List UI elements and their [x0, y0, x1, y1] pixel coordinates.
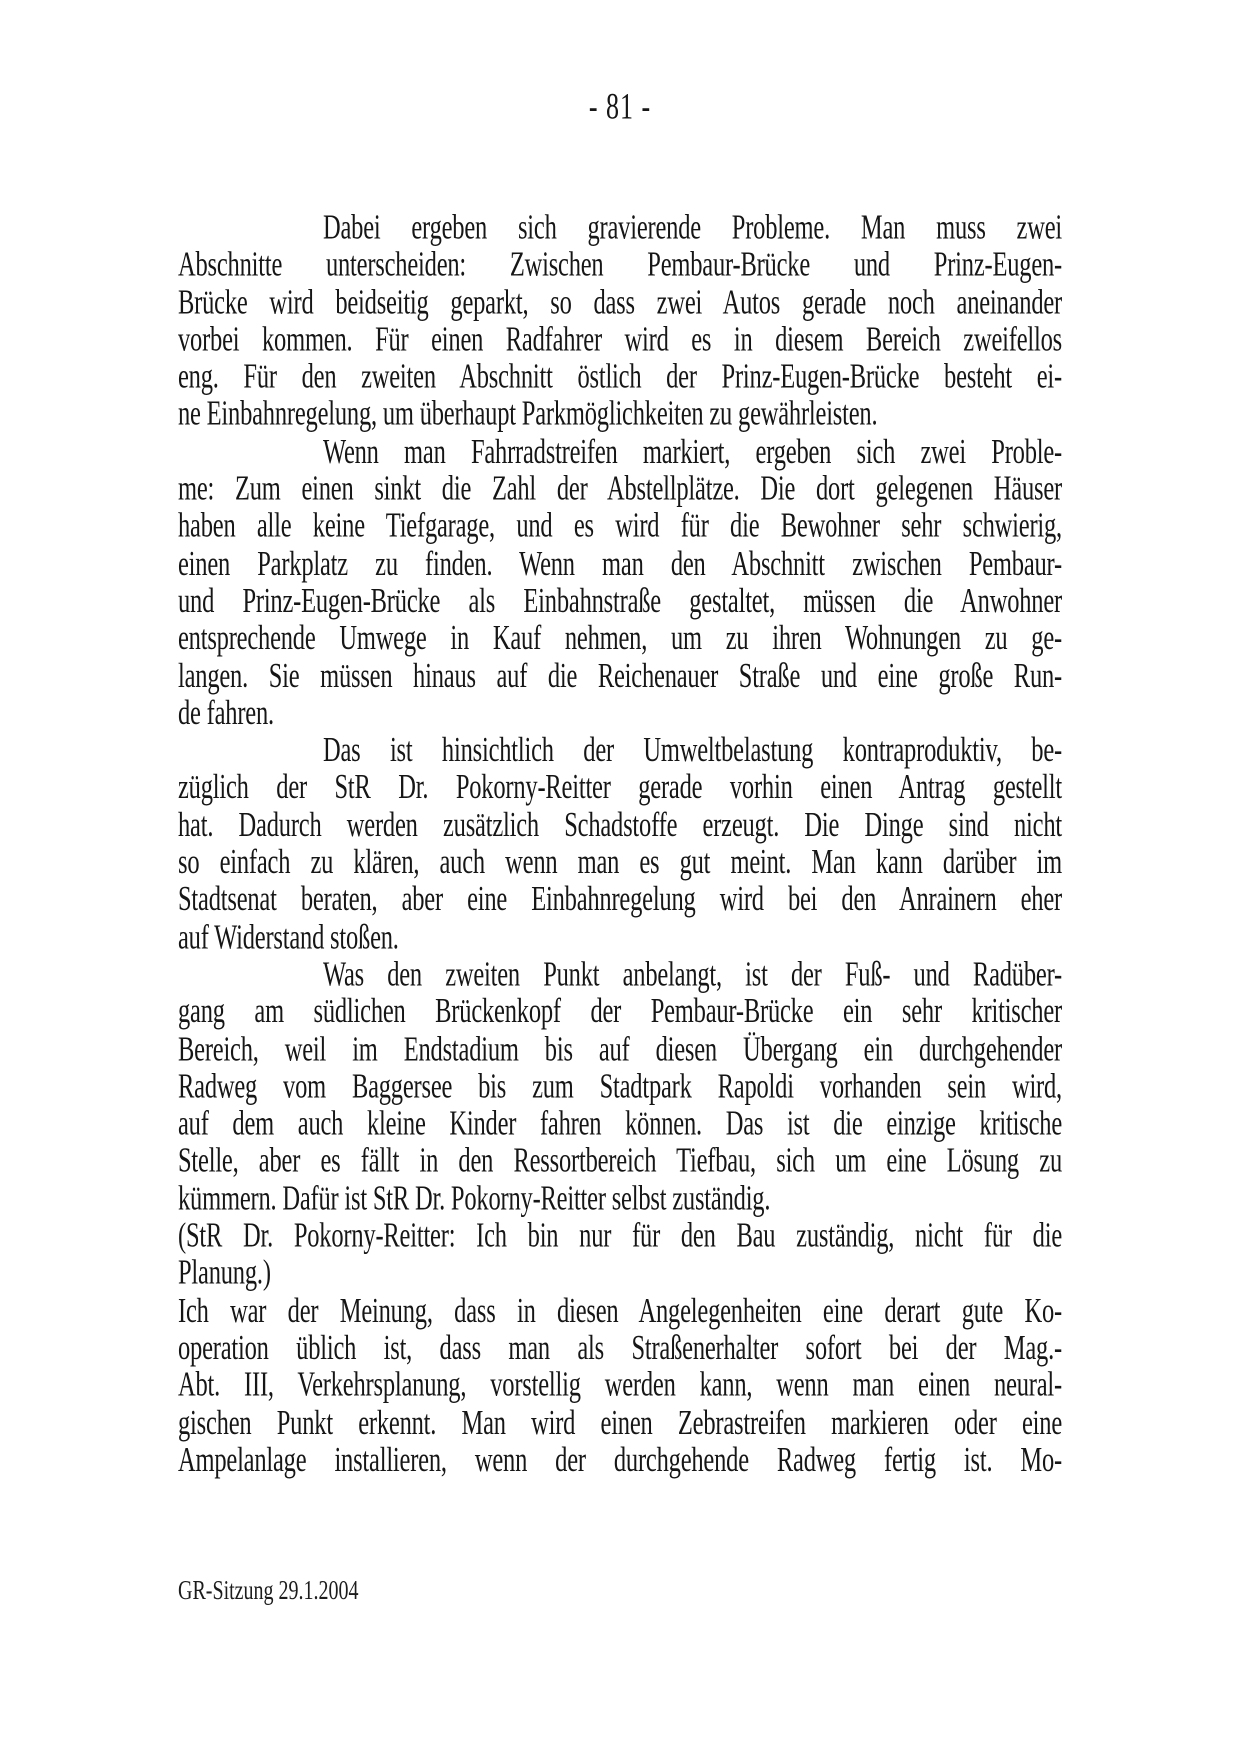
text-line: kümmern. Dafür ist StR Dr. Pokorny-Reitter selbst zuständig.: [178, 1179, 771, 1218]
text-line: Stelle, aber es fällt in den Ressortbereich Tiefbau, sich um eine Lösung zu: [178, 1142, 1062, 1181]
paragraph: [178, 210, 1062, 434]
text-line: Brücke wird beidseitig geparkt, so dass zwei Autos gerade noch aneinander: [178, 283, 1062, 322]
text-line: Was den zweiten Punkt anbelangt, ist der Fuß- und Radüber-: [323, 955, 1062, 994]
text-line: Abschnitte unterscheiden: Zwischen Pembaur-Brücke und Prinz-Eugen-: [178, 245, 1062, 285]
text-line: entsprechende Umwege in Kauf nehmen, um zu ihren Wohnungen zu ge-: [178, 619, 1062, 658]
text-line: Radweg vom Baggersee bis zum Stadtpark Rapoldi vorhanden sein wird,: [178, 1067, 1062, 1106]
page-number: - 81 -: [588, 86, 652, 128]
text-line: ne Einbahnregelung, um überhaupt Parkmöglichkeiten zu gewährleisten.: [178, 395, 878, 434]
text-line: langen. Sie müssen hinaus auf die Reichenauer Straße und eine große Run-: [178, 656, 1062, 696]
paragraph: [178, 1293, 1062, 1480]
text-line: Ich war der Meinung, dass in diesen Angelegenheiten eine derart gute Ko-: [178, 1291, 1062, 1330]
text-line: Das ist hinsichtlich der Umweltbelastung kontraproduktiv, be-: [323, 731, 1062, 770]
text-line: Planung.): [178, 1254, 271, 1293]
paragraph: [178, 957, 1062, 1218]
text-line: Abt. III, Verkehrsplanung, vorstellig werden kann, wenn man einen neural-: [178, 1366, 1062, 1405]
text-line: Ampelanlage installieren, wenn der durchgehende Radweg fertig ist. Mo-: [178, 1440, 1062, 1480]
footer-session-label: GR-Sitzung 29.1.2004: [178, 1576, 359, 1606]
text-line: auf Widerstand stoßen.: [178, 918, 399, 957]
text-line: vorbei kommen. Für einen Radfahrer wird es in diesem Bereich zweifellos: [178, 320, 1062, 359]
text-line: eng. Für den zweiten Abschnitt östlich der Prinz-Eugen-Brücke besteht ei-: [178, 357, 1062, 397]
text-line: züglich der StR Dr. Pokorny-Reitter gerade vorhin einen Antrag gestellt: [178, 768, 1062, 808]
document-body: [178, 210, 1062, 1480]
text-line: (StR Dr. Pokorny-Reitter: Ich bin nur für den Bau zuständig, nicht für die: [178, 1216, 1062, 1256]
text-line: und Prinz-Eugen-Brücke als Einbahnstraße gestaltet, müssen die Anwohner: [178, 581, 1062, 621]
text-line: Wenn man Fahrradstreifen markiert, ergeben sich zwei Proble-: [323, 432, 1062, 471]
text-line: operation üblich ist, dass man als Straßenerhalter sofort bei der Mag.-: [178, 1328, 1062, 1368]
text-line: einen Parkplatz zu finden. Wenn man den Abschnitt zwischen Pembaur-: [178, 544, 1062, 583]
text-line: hat. Dadurch werden zusätzlich Schadstoffe erzeugt. Die Dinge sind nicht: [178, 806, 1062, 845]
text-line: gischen Punkt erkennt. Man wird einen Zebrastreifen markieren oder eine: [178, 1403, 1062, 1442]
text-line: Dabei ergeben sich gravierende Probleme. Man muss zwei: [323, 208, 1062, 247]
text-line: de fahren.: [178, 694, 274, 733]
text-line: so einfach zu klären, auch wenn man es gut meint. Man kann darüber im: [178, 843, 1062, 882]
text-line: me: Zum einen sinkt die Zahl der Abstellplätze. Die dort gelegenen Häuser: [178, 469, 1062, 509]
paragraph: [178, 1218, 1062, 1293]
text-line: gang am südlichen Brückenkopf der Pembaur-Brücke ein sehr kritischer: [178, 992, 1062, 1032]
paragraph: [178, 733, 1062, 957]
text-line: auf dem auch kleine Kinder fahren können. Das ist die einzige kritische: [178, 1104, 1062, 1144]
paragraph: [178, 434, 1062, 733]
text-line: haben alle keine Tiefgarage, und es wird für die Bewohner sehr schwierig,: [178, 507, 1062, 546]
text-line: Bereich, weil im Endstadium bis auf diesen Übergang ein durchgehender: [178, 1030, 1062, 1069]
text-line: Stadtsenat beraten, aber eine Einbahnregelung wird bei den Anrainern eher: [178, 880, 1062, 920]
